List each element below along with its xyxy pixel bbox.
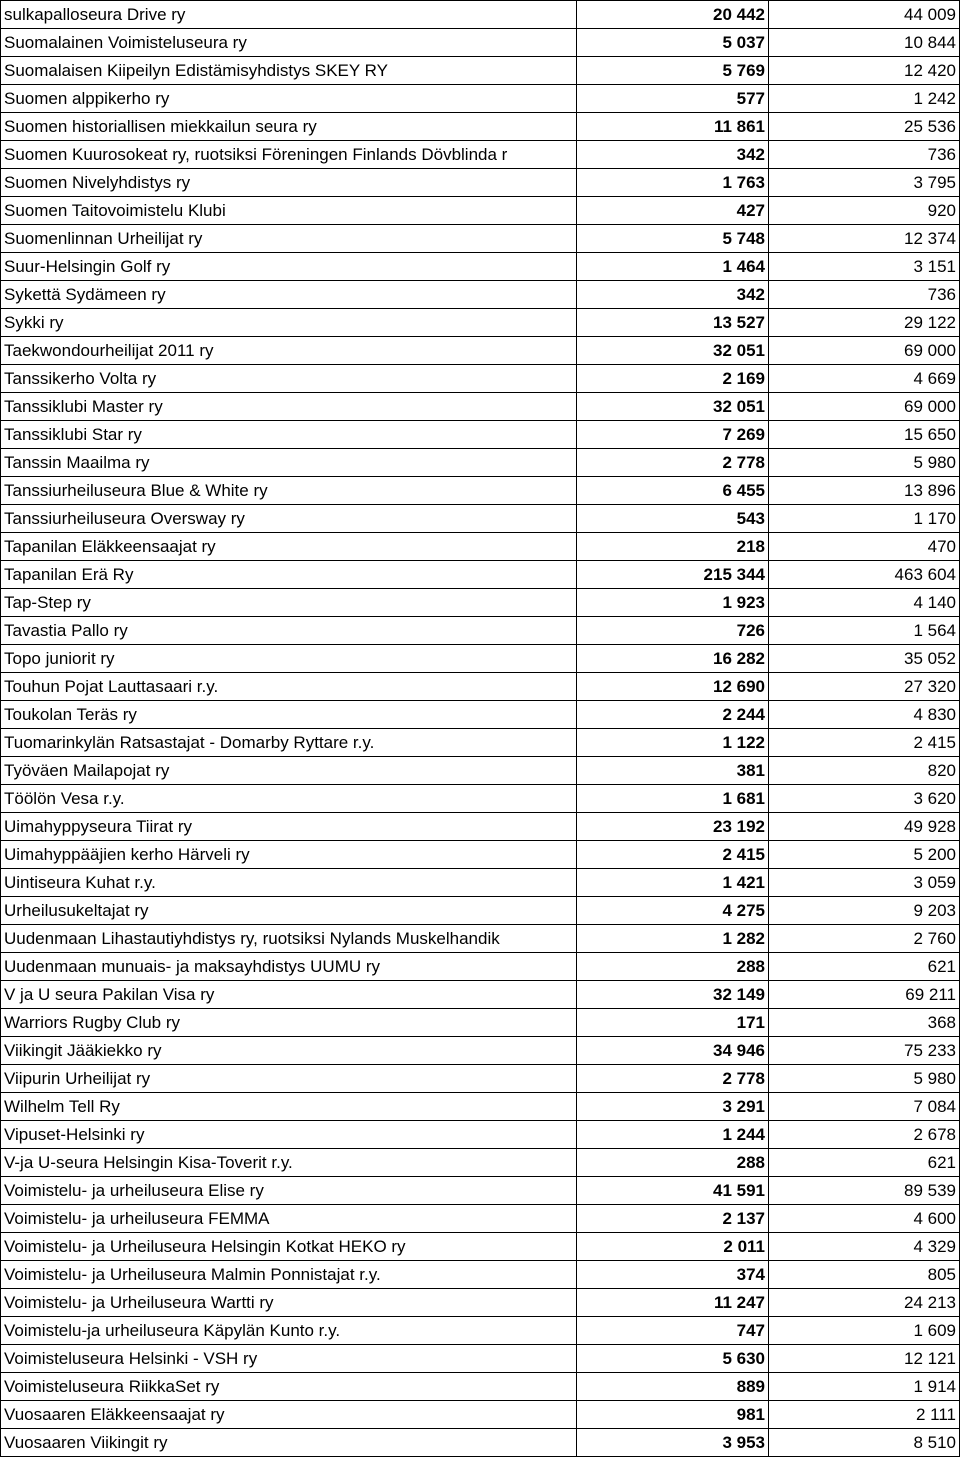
amount-a-cell: 32 051 xyxy=(577,393,769,421)
amount-a-cell: 171 xyxy=(577,1009,769,1037)
amount-a-cell: 2 169 xyxy=(577,365,769,393)
amount-b-cell: 2 111 xyxy=(769,1401,960,1429)
table-row xyxy=(1,729,960,757)
association-name-cell: Voimistelu- ja Urheiluseura Malmin Ponnistajat r.y. xyxy=(1,1261,577,1289)
amount-b-cell: 24 213 xyxy=(769,1289,960,1317)
amount-b-cell: 2 760 xyxy=(769,925,960,953)
association-name-cell: Uimahyppääjien kerho Härveli ry xyxy=(1,841,577,869)
association-name-cell: V ja U seura Pakilan Visa ry xyxy=(1,981,577,1009)
association-name-cell: Warriors Rugby Club ry xyxy=(1,1009,577,1037)
amount-a-cell: 288 xyxy=(577,1149,769,1177)
table-row xyxy=(1,1205,960,1233)
table-row xyxy=(1,1,960,29)
amount-a-cell: 3 291 xyxy=(577,1093,769,1121)
amount-a-cell: 7 269 xyxy=(577,421,769,449)
table-row xyxy=(1,1177,960,1205)
amount-a-cell: 6 455 xyxy=(577,477,769,505)
amount-b-cell: 368 xyxy=(769,1009,960,1037)
association-name-cell: Tanssikerho Volta ry xyxy=(1,365,577,393)
amount-b-cell: 920 xyxy=(769,197,960,225)
association-name-cell: Topo juniorit ry xyxy=(1,645,577,673)
amount-a-cell: 32 149 xyxy=(577,981,769,1009)
association-name-cell: Työväen Mailapojat ry xyxy=(1,757,577,785)
table-row xyxy=(1,981,960,1009)
association-name-cell: Voimistelu- ja Urheiluseura Helsingin Kotkat HEKO ry xyxy=(1,1233,577,1261)
amount-a-cell: 5 630 xyxy=(577,1345,769,1373)
amount-a-cell: 23 192 xyxy=(577,813,769,841)
amount-b-cell: 1 609 xyxy=(769,1317,960,1345)
amount-a-cell: 1 923 xyxy=(577,589,769,617)
amount-b-cell: 470 xyxy=(769,533,960,561)
table-row xyxy=(1,393,960,421)
amount-b-cell: 15 650 xyxy=(769,421,960,449)
amount-b-cell: 12 374 xyxy=(769,225,960,253)
amount-a-cell: 2 011 xyxy=(577,1233,769,1261)
table-row xyxy=(1,309,960,337)
table-row xyxy=(1,869,960,897)
association-name-cell: Voimistelu- ja urheiluseura FEMMA xyxy=(1,1205,577,1233)
association-name-cell: Sykettä Sydämeen ry xyxy=(1,281,577,309)
amount-a-cell: 342 xyxy=(577,281,769,309)
table-row xyxy=(1,1373,960,1401)
amount-a-cell: 1 282 xyxy=(577,925,769,953)
amount-b-cell: 3 151 xyxy=(769,253,960,281)
association-name-cell: Tap-Step ry xyxy=(1,589,577,617)
association-name-cell: V-ja U-seura Helsingin Kisa-Toverit r.y. xyxy=(1,1149,577,1177)
amount-b-cell: 7 084 xyxy=(769,1093,960,1121)
table-row xyxy=(1,281,960,309)
amount-b-cell: 9 203 xyxy=(769,897,960,925)
amount-b-cell: 621 xyxy=(769,1149,960,1177)
amount-b-cell: 4 830 xyxy=(769,701,960,729)
association-name-cell: Uudenmaan Lihastautiyhdistys ry, ruotsiksi Nylands Muskelhandik xyxy=(1,925,577,953)
table-row xyxy=(1,1065,960,1093)
table-row xyxy=(1,1429,960,1457)
amount-a-cell: 1 122 xyxy=(577,729,769,757)
association-name-cell: Suomen Nivelyhdistys ry xyxy=(1,169,577,197)
amount-a-cell: 41 591 xyxy=(577,1177,769,1205)
amount-b-cell: 27 320 xyxy=(769,673,960,701)
association-name-cell: Tavastia Pallo ry xyxy=(1,617,577,645)
table-row xyxy=(1,29,960,57)
table-row xyxy=(1,1261,960,1289)
amount-b-cell: 1 242 xyxy=(769,85,960,113)
table-body xyxy=(1,1,960,1457)
amount-b-cell: 3 059 xyxy=(769,869,960,897)
table-row xyxy=(1,757,960,785)
amount-a-cell: 32 051 xyxy=(577,337,769,365)
amount-b-cell: 75 233 xyxy=(769,1037,960,1065)
table-row xyxy=(1,85,960,113)
association-name-cell: Suur-Helsingin Golf ry xyxy=(1,253,577,281)
association-name-cell: Toukolan Teräs ry xyxy=(1,701,577,729)
amount-a-cell: 1 763 xyxy=(577,169,769,197)
table-row xyxy=(1,533,960,561)
association-name-cell: Suomen alppikerho ry xyxy=(1,85,577,113)
table-row xyxy=(1,561,960,589)
amount-a-cell: 427 xyxy=(577,197,769,225)
amount-a-cell: 381 xyxy=(577,757,769,785)
table-row xyxy=(1,1345,960,1373)
amount-a-cell: 1 681 xyxy=(577,785,769,813)
amount-a-cell: 726 xyxy=(577,617,769,645)
amount-a-cell: 2 244 xyxy=(577,701,769,729)
table-row xyxy=(1,589,960,617)
association-name-cell: Tanssiklubi Master ry xyxy=(1,393,577,421)
table-row xyxy=(1,953,960,981)
amount-a-cell: 5 769 xyxy=(577,57,769,85)
amount-a-cell: 1 244 xyxy=(577,1121,769,1149)
association-name-cell: Töölön Vesa r.y. xyxy=(1,785,577,813)
association-name-cell: Voimisteluseura RiikkaSet ry xyxy=(1,1373,577,1401)
association-name-cell: Uintiseura Kuhat r.y. xyxy=(1,869,577,897)
amount-b-cell: 49 928 xyxy=(769,813,960,841)
amount-a-cell: 1 464 xyxy=(577,253,769,281)
table-row xyxy=(1,449,960,477)
table-row xyxy=(1,1149,960,1177)
association-name-cell: Vuosaaren Viikingit ry xyxy=(1,1429,577,1457)
amount-b-cell: 1 564 xyxy=(769,617,960,645)
association-name-cell: Uudenmaan munuais- ja maksayhdistys UUMU ry xyxy=(1,953,577,981)
table-row xyxy=(1,1233,960,1261)
amount-b-cell: 2 415 xyxy=(769,729,960,757)
amount-a-cell: 5 037 xyxy=(577,29,769,57)
table-row xyxy=(1,505,960,533)
table-row xyxy=(1,1121,960,1149)
table-row xyxy=(1,141,960,169)
association-name-cell: sulkapalloseura Drive ry xyxy=(1,1,577,29)
association-name-cell: Tapanilan Eläkkeensaajat ry xyxy=(1,533,577,561)
association-name-cell: Tuomarinkylän Ratsastajat - Domarby Ryttare r.y. xyxy=(1,729,577,757)
association-name-cell: Voimistelu- ja Urheiluseura Wartti ry xyxy=(1,1289,577,1317)
association-name-cell: Voimisteluseura Helsinki - VSH ry xyxy=(1,1345,577,1373)
table-row xyxy=(1,421,960,449)
amount-a-cell: 288 xyxy=(577,953,769,981)
amount-b-cell: 8 510 xyxy=(769,1429,960,1457)
table-row xyxy=(1,365,960,393)
table-row xyxy=(1,57,960,85)
table-row xyxy=(1,897,960,925)
amount-a-cell: 747 xyxy=(577,1317,769,1345)
association-name-cell: Tanssiurheiluseura Blue & White ry xyxy=(1,477,577,505)
amount-b-cell: 2 678 xyxy=(769,1121,960,1149)
table-row xyxy=(1,701,960,729)
association-name-cell: Viipurin Urheilijat ry xyxy=(1,1065,577,1093)
amount-b-cell: 820 xyxy=(769,757,960,785)
table-row xyxy=(1,1289,960,1317)
association-name-cell: Tanssiurheiluseura Oversway ry xyxy=(1,505,577,533)
amount-a-cell: 5 748 xyxy=(577,225,769,253)
table-row xyxy=(1,225,960,253)
association-name-cell: Suomen Kuurosokeat ry, ruotsiksi Föreningen Finlands Dövblinda r xyxy=(1,141,577,169)
association-name-cell: Vuosaaren Eläkkeensaajat ry xyxy=(1,1401,577,1429)
association-name-cell: Suomen Taitovoimistelu Klubi xyxy=(1,197,577,225)
amount-a-cell: 20 442 xyxy=(577,1,769,29)
table-row xyxy=(1,113,960,141)
association-name-cell: Suomalainen Voimisteluseura ry xyxy=(1,29,577,57)
amount-b-cell: 12 121 xyxy=(769,1345,960,1373)
association-name-cell: Tanssiklubi Star ry xyxy=(1,421,577,449)
amount-b-cell: 4 329 xyxy=(769,1233,960,1261)
amount-b-cell: 805 xyxy=(769,1261,960,1289)
association-name-cell: Suomalaisen Kiipeilyn Edistämisyhdistys SKEY RY xyxy=(1,57,577,85)
amount-b-cell: 1 914 xyxy=(769,1373,960,1401)
table-row xyxy=(1,1009,960,1037)
amount-a-cell: 13 527 xyxy=(577,309,769,337)
amount-b-cell: 10 844 xyxy=(769,29,960,57)
amount-b-cell: 13 896 xyxy=(769,477,960,505)
table-row xyxy=(1,1037,960,1065)
association-name-cell: Urheilusukeltajat ry xyxy=(1,897,577,925)
amount-b-cell: 35 052 xyxy=(769,645,960,673)
association-name-cell: Vipuset-Helsinki ry xyxy=(1,1121,577,1149)
amount-b-cell: 736 xyxy=(769,141,960,169)
amount-b-cell: 4 140 xyxy=(769,589,960,617)
amount-a-cell: 342 xyxy=(577,141,769,169)
association-name-cell: Tapanilan Erä Ry xyxy=(1,561,577,589)
amount-a-cell: 11 247 xyxy=(577,1289,769,1317)
amount-b-cell: 69 000 xyxy=(769,337,960,365)
table-row xyxy=(1,197,960,225)
table-row xyxy=(1,645,960,673)
association-name-cell: Taekwondourheilijat 2011 ry xyxy=(1,337,577,365)
table-row xyxy=(1,253,960,281)
amount-a-cell: 12 690 xyxy=(577,673,769,701)
association-name-cell: Touhun Pojat Lauttasaari r.y. xyxy=(1,673,577,701)
table-row xyxy=(1,785,960,813)
table-row xyxy=(1,337,960,365)
amount-b-cell: 1 170 xyxy=(769,505,960,533)
amount-a-cell: 11 861 xyxy=(577,113,769,141)
association-name-cell: Viikingit Jääkiekko ry xyxy=(1,1037,577,1065)
table-row xyxy=(1,813,960,841)
amount-a-cell: 981 xyxy=(577,1401,769,1429)
amount-b-cell: 621 xyxy=(769,953,960,981)
amount-b-cell: 4 600 xyxy=(769,1205,960,1233)
table-row xyxy=(1,477,960,505)
amount-b-cell: 3 795 xyxy=(769,169,960,197)
amount-a-cell: 889 xyxy=(577,1373,769,1401)
association-name-cell: Suomenlinnan Urheilijat ry xyxy=(1,225,577,253)
amount-a-cell: 2 778 xyxy=(577,449,769,477)
amount-b-cell: 5 980 xyxy=(769,449,960,477)
association-name-cell: Uimahyppyseura Tiirat ry xyxy=(1,813,577,841)
amount-a-cell: 543 xyxy=(577,505,769,533)
amount-a-cell: 2 778 xyxy=(577,1065,769,1093)
amount-b-cell: 3 620 xyxy=(769,785,960,813)
amount-b-cell: 69 211 xyxy=(769,981,960,1009)
amount-a-cell: 2 415 xyxy=(577,841,769,869)
amount-b-cell: 12 420 xyxy=(769,57,960,85)
amount-a-cell: 1 421 xyxy=(577,869,769,897)
table-row xyxy=(1,1093,960,1121)
table-row xyxy=(1,617,960,645)
amount-b-cell: 44 009 xyxy=(769,1,960,29)
amount-a-cell: 374 xyxy=(577,1261,769,1289)
amount-a-cell: 16 282 xyxy=(577,645,769,673)
amount-b-cell: 69 000 xyxy=(769,393,960,421)
amount-a-cell: 34 946 xyxy=(577,1037,769,1065)
amount-a-cell: 4 275 xyxy=(577,897,769,925)
table-row xyxy=(1,925,960,953)
amount-b-cell: 4 669 xyxy=(769,365,960,393)
amount-a-cell: 3 953 xyxy=(577,1429,769,1457)
table-row xyxy=(1,673,960,701)
amount-b-cell: 89 539 xyxy=(769,1177,960,1205)
amount-b-cell: 29 122 xyxy=(769,309,960,337)
table-row xyxy=(1,1317,960,1345)
amount-a-cell: 2 137 xyxy=(577,1205,769,1233)
association-name-cell: Wilhelm Tell Ry xyxy=(1,1093,577,1121)
amount-b-cell: 25 536 xyxy=(769,113,960,141)
amount-a-cell: 218 xyxy=(577,533,769,561)
table-row xyxy=(1,1401,960,1429)
amount-b-cell: 736 xyxy=(769,281,960,309)
amount-b-cell: 5 980 xyxy=(769,1065,960,1093)
association-name-cell: Tanssin Maailma ry xyxy=(1,449,577,477)
association-name-cell: Voimistelu- ja urheiluseura Elise ry xyxy=(1,1177,577,1205)
amount-b-cell: 463 604 xyxy=(769,561,960,589)
amount-b-cell: 5 200 xyxy=(769,841,960,869)
association-name-cell: Sykki ry xyxy=(1,309,577,337)
amount-a-cell: 577 xyxy=(577,85,769,113)
table-row xyxy=(1,169,960,197)
table-row xyxy=(1,841,960,869)
association-name-cell: Suomen historiallisen miekkailun seura ry xyxy=(1,113,577,141)
association-name-cell: Voimistelu-ja urheiluseura Käpylän Kunto r.y. xyxy=(1,1317,577,1345)
amount-a-cell: 215 344 xyxy=(577,561,769,589)
